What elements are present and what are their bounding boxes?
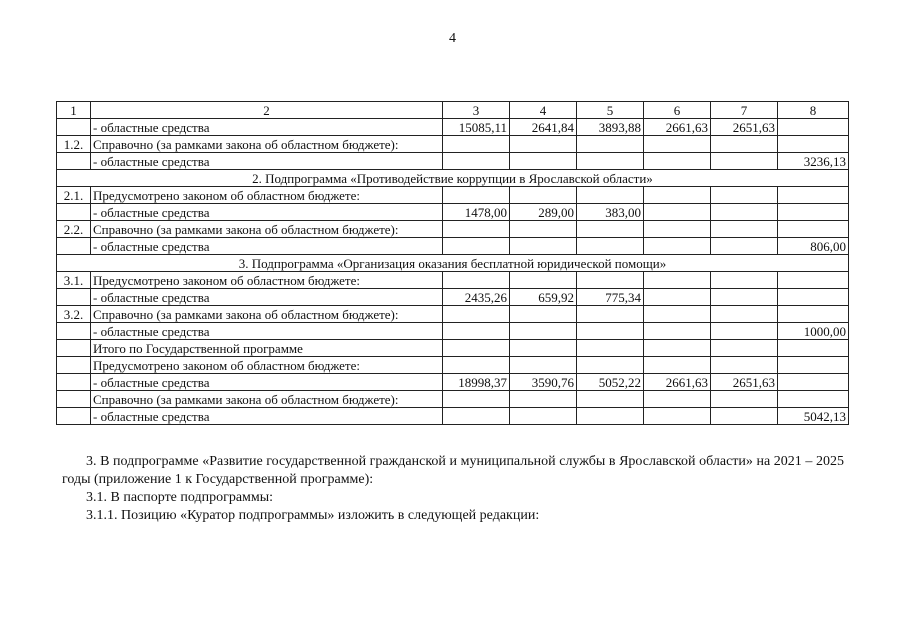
header-cell: 6 xyxy=(644,102,711,119)
value-cell xyxy=(510,153,577,170)
value-cell: 2641,84 xyxy=(510,119,577,136)
row-number-cell xyxy=(57,374,91,391)
table-row xyxy=(57,119,849,136)
table-row xyxy=(57,391,849,408)
value-cell xyxy=(577,238,644,255)
header-cell: 2 xyxy=(91,102,443,119)
value-cell xyxy=(644,153,711,170)
value-cell: 3236,13 xyxy=(778,153,849,170)
value-cell xyxy=(577,136,644,153)
row-label-cell: - областные средства xyxy=(91,374,443,391)
value-cell xyxy=(510,272,577,289)
value-cell xyxy=(711,289,778,306)
value-cell xyxy=(711,323,778,340)
table-row xyxy=(57,289,849,306)
value-cell xyxy=(443,238,510,255)
value-cell xyxy=(510,323,577,340)
value-cell xyxy=(443,408,510,425)
row-number-cell: 2.2. xyxy=(57,221,91,238)
value-cell xyxy=(577,340,644,357)
value-cell xyxy=(711,221,778,238)
row-label-cell: - областные средства xyxy=(91,153,443,170)
value-cell: 2661,63 xyxy=(644,119,711,136)
value-cell: 383,00 xyxy=(577,204,644,221)
value-cell xyxy=(577,187,644,204)
value-cell xyxy=(577,391,644,408)
value-cell xyxy=(778,136,849,153)
paragraph-section-3-1-1: 3.1.1. Позицию «Куратор подпрограммы» изложить в следующей редакции: xyxy=(86,508,540,523)
value-cell xyxy=(711,136,778,153)
value-cell xyxy=(577,357,644,374)
row-label-cell: - областные средства xyxy=(91,289,443,306)
value-cell xyxy=(778,221,849,238)
value-cell: 3590,76 xyxy=(510,374,577,391)
value-cell xyxy=(711,238,778,255)
value-cell xyxy=(778,306,849,323)
value-cell xyxy=(644,136,711,153)
row-label-cell: Предусмотрено законом об областном бюджете: xyxy=(91,272,443,289)
value-cell: 2651,63 xyxy=(711,374,778,391)
table-row xyxy=(57,153,849,170)
value-cell xyxy=(711,357,778,374)
header-cell: 7 xyxy=(711,102,778,119)
value-cell xyxy=(711,272,778,289)
value-cell: 15085,11 xyxy=(443,119,510,136)
row-label-cell: Предусмотрено законом об областном бюджете: xyxy=(91,357,443,374)
row-label-cell: - областные средства xyxy=(91,119,443,136)
value-cell: 3893,88 xyxy=(577,119,644,136)
value-cell: 5042,13 xyxy=(778,408,849,425)
row-label-cell: - областные средства xyxy=(91,323,443,340)
row-label-cell: - областные средства xyxy=(91,238,443,255)
value-cell: 775,34 xyxy=(577,289,644,306)
value-cell xyxy=(510,221,577,238)
value-cell xyxy=(443,153,510,170)
value-cell xyxy=(711,340,778,357)
value-cell xyxy=(443,136,510,153)
value-cell xyxy=(577,153,644,170)
table-row xyxy=(57,357,849,374)
table-row xyxy=(57,136,849,153)
value-cell xyxy=(644,340,711,357)
section-title: 3. Подпрограмма «Организация оказания бесплатной юридической помощи» xyxy=(57,255,849,272)
header-cell: 1 xyxy=(57,102,91,119)
row-label-cell: Справочно (за рамками закона об областном бюджете): xyxy=(91,391,443,408)
table-row xyxy=(57,221,849,238)
value-cell xyxy=(443,391,510,408)
table-row xyxy=(57,323,849,340)
value-cell xyxy=(510,187,577,204)
value-cell xyxy=(644,323,711,340)
section-header-row xyxy=(57,170,849,187)
value-cell xyxy=(443,357,510,374)
row-number-cell xyxy=(57,357,91,374)
row-number-cell xyxy=(57,153,91,170)
table-row xyxy=(57,306,849,323)
value-cell xyxy=(577,408,644,425)
header-cell: 8 xyxy=(778,102,849,119)
value-cell xyxy=(644,391,711,408)
value-cell: 18998,37 xyxy=(443,374,510,391)
row-label-cell: Справочно (за рамками закона об областном бюджете): xyxy=(91,136,443,153)
paragraph-section-3: 3. В подпрограмме «Развитие государственной гражданской и муниципальной службы в Ярославской области» на 2021 – 2025 годы (приложение 1 к Государственной программе): xyxy=(62,454,844,487)
value-cell xyxy=(711,408,778,425)
value-cell xyxy=(443,306,510,323)
row-number-cell: 1.2. xyxy=(57,136,91,153)
row-label-cell: Справочно (за рамками закона об областном бюджете): xyxy=(91,221,443,238)
value-cell xyxy=(577,306,644,323)
table-row xyxy=(57,340,849,357)
row-number-cell xyxy=(57,238,91,255)
value-cell xyxy=(510,306,577,323)
row-number-cell xyxy=(57,408,91,425)
row-label-cell: Справочно (за рамками закона об областном бюджете): xyxy=(91,306,443,323)
row-number-cell xyxy=(57,323,91,340)
value-cell xyxy=(778,374,849,391)
value-cell xyxy=(510,340,577,357)
value-cell: 659,92 xyxy=(510,289,577,306)
value-cell xyxy=(644,221,711,238)
value-cell xyxy=(644,238,711,255)
row-number-cell: 3.1. xyxy=(57,272,91,289)
value-cell xyxy=(778,340,849,357)
value-cell: 2435,26 xyxy=(443,289,510,306)
row-label-cell: Предусмотрено законом об областном бюджете: xyxy=(91,187,443,204)
table-header-row xyxy=(57,102,849,119)
value-cell xyxy=(644,204,711,221)
value-cell xyxy=(644,357,711,374)
value-cell xyxy=(778,357,849,374)
row-number-cell xyxy=(57,340,91,357)
value-cell: 1000,00 xyxy=(778,323,849,340)
row-number-cell xyxy=(57,391,91,408)
row-label-cell: Итого по Государственной программе xyxy=(91,340,443,357)
value-cell xyxy=(577,221,644,238)
budget-table xyxy=(56,101,849,425)
value-cell xyxy=(443,272,510,289)
header-cell: 5 xyxy=(577,102,644,119)
value-cell xyxy=(711,306,778,323)
value-cell xyxy=(711,391,778,408)
value-cell xyxy=(443,340,510,357)
section-title: 2. Подпрограмма «Противодействие коррупции в Ярославской области» xyxy=(57,170,849,187)
table-row xyxy=(57,204,849,221)
row-number-cell: 3.2. xyxy=(57,306,91,323)
row-label-cell: - областные средства xyxy=(91,204,443,221)
row-number-cell xyxy=(57,289,91,306)
value-cell: 5052,22 xyxy=(577,374,644,391)
value-cell xyxy=(510,357,577,374)
header-cell: 3 xyxy=(443,102,510,119)
value-cell xyxy=(711,204,778,221)
value-cell xyxy=(711,187,778,204)
row-number-cell xyxy=(57,119,91,136)
value-cell xyxy=(778,391,849,408)
value-cell xyxy=(577,323,644,340)
value-cell xyxy=(644,187,711,204)
budget-table-body xyxy=(57,102,849,425)
value-cell xyxy=(443,221,510,238)
page-number: 4 xyxy=(449,31,456,46)
value-cell xyxy=(510,136,577,153)
value-cell xyxy=(644,408,711,425)
value-cell: 1478,00 xyxy=(443,204,510,221)
value-cell xyxy=(778,204,849,221)
value-cell xyxy=(778,187,849,204)
value-cell xyxy=(577,272,644,289)
value-cell xyxy=(510,391,577,408)
row-label-cell: - областные средства xyxy=(91,408,443,425)
value-cell xyxy=(644,272,711,289)
value-cell xyxy=(778,119,849,136)
table-row xyxy=(57,187,849,204)
value-cell xyxy=(443,323,510,340)
section-header-row xyxy=(57,255,849,272)
value-cell xyxy=(510,408,577,425)
value-cell: 2651,63 xyxy=(711,119,778,136)
value-cell xyxy=(778,289,849,306)
value-cell xyxy=(644,306,711,323)
value-cell: 2661,63 xyxy=(644,374,711,391)
value-cell xyxy=(711,153,778,170)
table-row xyxy=(57,272,849,289)
value-cell: 806,00 xyxy=(778,238,849,255)
value-cell xyxy=(644,289,711,306)
table-row xyxy=(57,408,849,425)
row-number-cell xyxy=(57,204,91,221)
row-number-cell: 2.1. xyxy=(57,187,91,204)
header-cell: 4 xyxy=(510,102,577,119)
value-cell xyxy=(510,238,577,255)
value-cell xyxy=(443,187,510,204)
value-cell: 289,00 xyxy=(510,204,577,221)
paragraph-section-3-1: 3.1. В паспорте подпрограммы: xyxy=(86,490,274,505)
table-row xyxy=(57,238,849,255)
value-cell xyxy=(778,272,849,289)
table-row xyxy=(57,374,849,391)
